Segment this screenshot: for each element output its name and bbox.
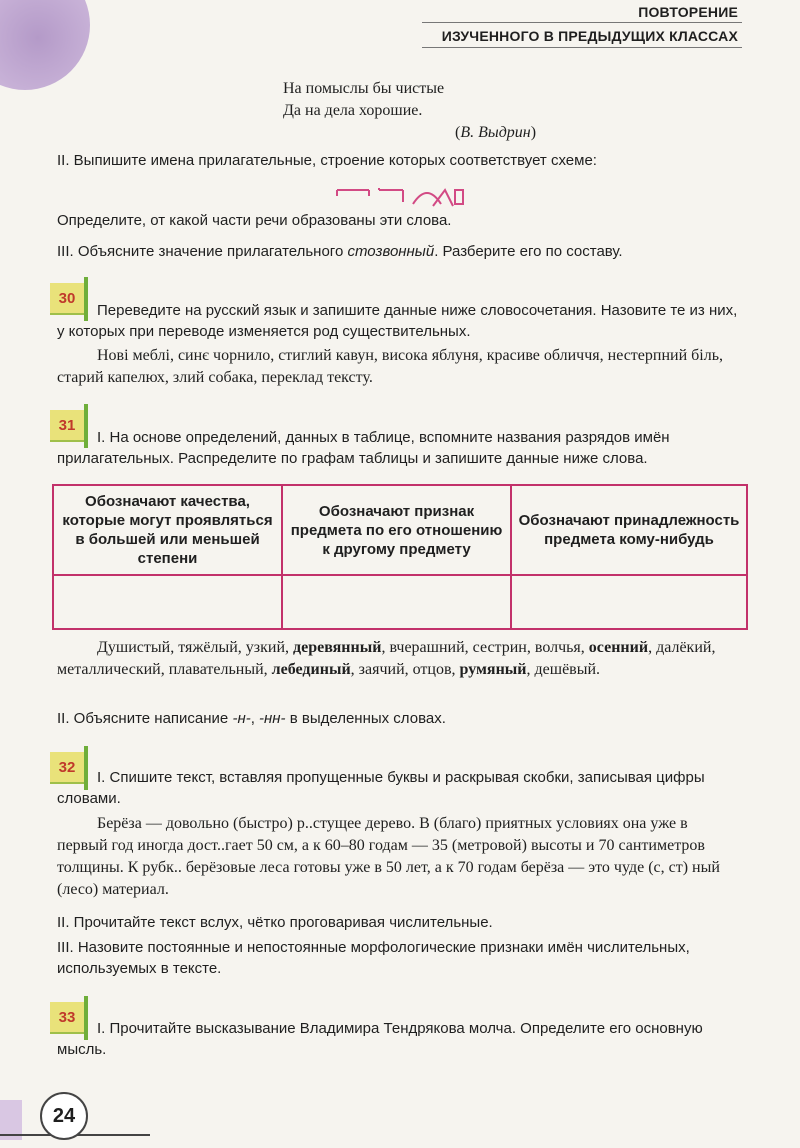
corner-decoration	[0, 0, 90, 90]
page-number: 24	[40, 1092, 88, 1140]
author-paren-open: (	[455, 124, 461, 141]
table-cell	[53, 575, 282, 629]
task-2-text-c: в выделенных словах.	[285, 710, 446, 727]
adjective-categories-table	[52, 484, 748, 630]
table-cell	[282, 575, 511, 629]
exercise-30-task-text: Переведите на русский язык и запишите данные ниже словосочетания. Назовите те из них, у которых при переводе изменяется род существительных.	[57, 302, 738, 340]
table-header-row	[53, 485, 747, 575]
bold-word: осенний	[588, 639, 649, 656]
exercise-30-text	[57, 345, 740, 389]
task-ii: II. Выпишите имена прилагательные, строение которых соответствует схеме:	[57, 152, 597, 169]
table-cell	[511, 575, 747, 629]
poem	[283, 78, 536, 144]
exercise-32-text	[57, 813, 740, 901]
task-define: Определите, от какой части речи образованы эти слова.	[57, 212, 452, 229]
exercise-32-task-2: II. Прочитайте текст вслух, чётко проговаривая числительные.	[57, 914, 493, 931]
word-text: , далёкий, металлический, плавательный,	[57, 639, 716, 678]
word-text: , вчерашний, сестрин, волчья,	[381, 639, 589, 656]
morpheme-scheme-icon	[335, 184, 465, 210]
exercise-32-task-3: III. Назовите постоянные и непостоянные морфологические признаки имён числительных, используемых в тексте.	[57, 939, 690, 977]
section-header	[422, 4, 742, 48]
author-paren-close: )	[530, 124, 537, 141]
exercise-33-number: 33	[50, 1002, 84, 1034]
exercise-31-task	[57, 427, 740, 469]
exercise-30-task	[57, 300, 740, 342]
table-row	[53, 575, 747, 629]
task-iii-text-a: III. Объясните значение прилагательного	[57, 243, 348, 260]
task-iii-word: стозвонный	[347, 243, 435, 260]
exercise-31-task-2	[57, 708, 740, 729]
bold-word: лебединый	[271, 661, 351, 678]
exercise-31-words	[57, 637, 740, 681]
poem-line-2: Да на дела хорошие.	[283, 102, 423, 119]
exercise-30-number: 30	[50, 283, 84, 315]
task-2-comma: ,	[250, 710, 260, 727]
exercise-32-task	[57, 767, 740, 809]
word-text: , заячий, отцов,	[350, 661, 460, 678]
word-text: Душистый, тяжёлый, узкий,	[97, 639, 294, 656]
exercise-30-words: Нові меблі, синє чорнило, стиглий кавун, висока яблуня, красиве обличчя, нестерпний біль, старий капелюх, злий собака, переклад тексту.	[57, 347, 723, 386]
exercise-33-task	[57, 1018, 740, 1060]
task-2-text-a: II. Объясните написание	[57, 710, 233, 727]
header-line-2: ИЗУЧЕННОГО В ПРЕДЫДУЩИХ КЛАССАХ	[422, 25, 742, 48]
bold-word: румяный	[459, 661, 527, 678]
exercise-32-paragraph: Берёза — довольно (быстро) р..стущее дерево. В (благо) приятных условиях она уже в первый год иногда дост..гает 50 см, а к 60–80 годам — 35 (метровой) высоты и 70 сантиметров толщины. К рубк.. берёзовые леса готовы уже в 50 лет, а к 70 годам берёза — это чуде (с, ст) ный (лесо) материал.	[57, 815, 720, 898]
table-header-relative: Обозначают признак предмета по его отношению к другому предмету	[282, 485, 511, 575]
table-header-qualitative: Обозначают качества, которые могут проявляться в большей или меньшей степени	[53, 485, 282, 575]
task-2-suffix-n: -н-	[232, 710, 251, 727]
exercise-32-number: 32	[50, 752, 84, 784]
poem-author	[283, 122, 536, 144]
exercise-31-task-text: I. На основе определений, данных в таблице, вспомните названия разрядов имён прилагательных. Распределите по графам таблицы и запишите данные ниже слова.	[57, 429, 670, 467]
header-line-1: ПОВТОРЕНИЕ	[422, 4, 742, 23]
task-iii-text-b: . Разберите его по составу.	[434, 243, 623, 260]
author-name: В. Выдрин	[460, 124, 531, 141]
exercise-33-task-text: I. Прочитайте высказывание Владимира Тендрякова молча. Определите его основную мысль.	[57, 1020, 703, 1058]
poem-line-1: На помыслы бы чистые	[283, 80, 445, 97]
exercise-32-task-text: I. Спишите текст, вставляя пропущенные буквы и раскрывая скобки, записывая цифры словами.	[57, 769, 705, 807]
exercise-31-number: 31	[50, 410, 84, 442]
task-iii	[57, 241, 740, 262]
bold-word: деревянный	[293, 639, 382, 656]
word-text: , дешёвый.	[526, 661, 601, 678]
table-header-possessive: Обозначают принадлежность предмета кому-нибудь	[511, 485, 747, 575]
task-2-suffix-nn: -нн-	[259, 710, 286, 727]
